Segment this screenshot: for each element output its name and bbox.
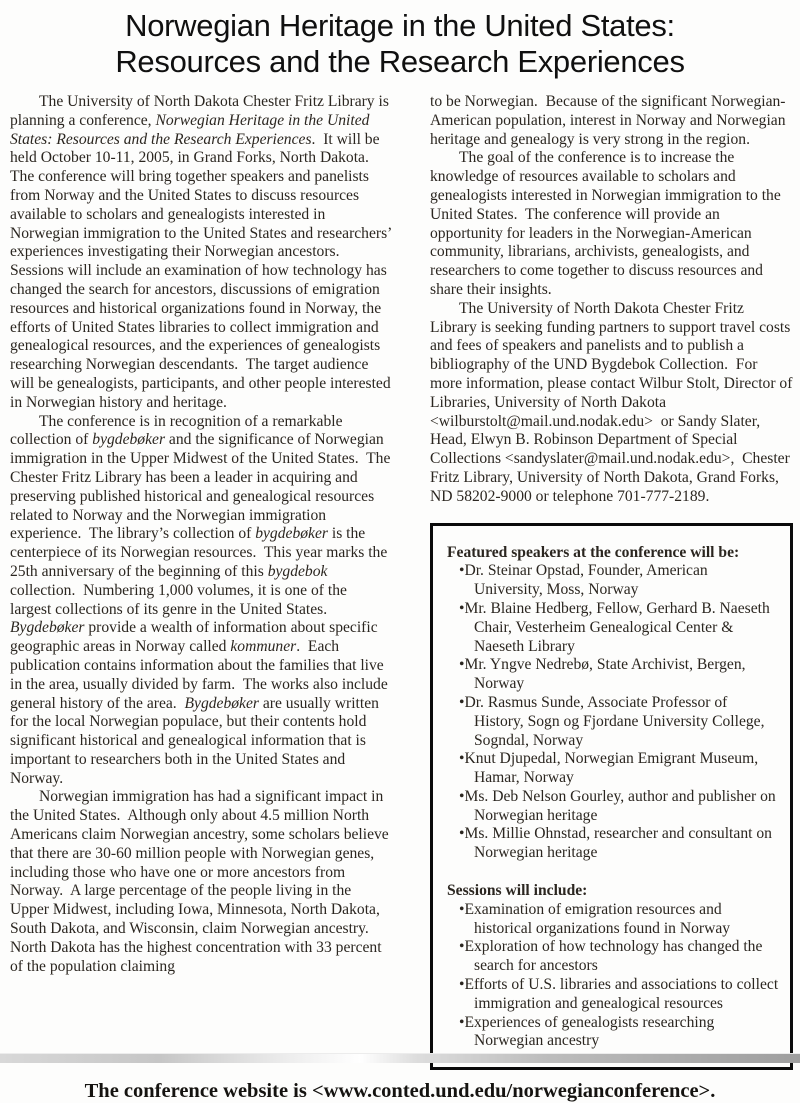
footer-website: The conference website is <www.conted.und.edu/norwegianconference>.: [84, 1080, 716, 1103]
list-item: • Exploration of how technology has changed the search for ancestors: [447, 938, 780, 976]
paragraph-immigration-impact: Norwegian immigration has had a significant impact in the United States. Although only about 4.5 million North Americans claim Norwegian ancestry, some scholars believe that there are 30-60 million people with Norwegian genes, including those who have one or more ancestors from Norway. A large percentage of the people living in the Upper Midwest, including Iowa, Minnesota, North Dakota, South Dakota, and Wisconsin, claim Norwegian ancestry. North Dakota has the highest concentration with 33 percent of the population claiming: [10, 788, 393, 975]
speakers-heading: Featured speakers at the conference will be:: [447, 543, 740, 561]
document-page: [0, 8, 800, 1103]
paragraph-bygdeboker: The conference is in recognition of a remarkable collection of bygdebøker and the significance of Norwegian immigration in the Upper Midwest of the United States. The Chester Fritz Library has been a leader in acquiring and preserving published historical and genealogical resources related to Norway and the Norwegian immigration experience. The library’s collection of bygdebøker is the centerpiece of its Norwegian resources. This year marks the 25th anniversary of the beginning of this bygdebok collection. Numbering 1,000 volumes, it is one of the largest collections of its genre in the United States. Bygdebøker provide a wealth of information about specific geographic areas in Norway called kommuner. Each publication contains information about the families that live in the area, usually divided by farm. The works also include general history of the area. Bygdebøker are usually written for the local Norwegian populace, but their contents hold significant historical and genealogical information that is important to researchers both in the United States and Norway.: [10, 412, 395, 787]
speakers-sessions-box: [430, 523, 793, 1071]
speakers-list: [447, 562, 780, 863]
list-item: • Mr. Yngve Nedrebø, State Archivist, Bergen, Norway: [447, 656, 780, 694]
page-title: [0, 8, 800, 80]
paragraph-contact-info: The University of North Dakota Chester Fritz Library is seeking funding partners to support travel costs and fees of speakers and panelists and to publish a bibliography of the UND Bygdebok Collection. For more information, please contact Wilbur Stolt, Director of Libraries, University of North Dakota <wilburstolt@mail.und.nodak.edu> or Sandy Slater, Head, Elwyn B. Robinson Department of Special Collections <sandyslater@mail.und.nodak.edu>, Chester Fritz Library, University of North Dakota, Grand Forks, ND 58202-9000 or telephone 701-777-2189.: [430, 299, 797, 505]
paragraph-intro: The University of North Dakota Chester Fritz Library is planning a conference, Norwegian Heritage in the United States: Resources and the Research Experiences. It will be held October 10-11, 2005, in Grand Forks, North Dakota. The conference will bring together speakers and panelists from Norway and the United States to discuss resources available to scholars and genealogists interested in Norwegian immigration to the United States and researchers’ experiences investigating their Norwegian ancestors. Sessions will include an examination of how technology has changed the search for ancestors, discussions of emigration resources and historical organizations found in Norway, the efforts of United States libraries to collect immigration and genealogical resources, and the experiences of genealogists researching Norwegian descendants. The target audience will be genealogists, participants, and other people interested in Norwegian history and heritage.: [10, 93, 396, 411]
title-line-1: Norwegian Heritage in the United States:: [125, 8, 675, 43]
list-item: • Mr. Blaine Hedberg, Fellow, Gerhard B. Naeseth Chair, Vesterheim Genealogical Center & Naeseth Library: [447, 600, 780, 656]
list-item: • Ms. Millie Ohnstad, researcher and consultant on Norwegian heritage: [447, 825, 780, 863]
list-item: • Examination of emigration resources and historical organizations found in Norway: [447, 901, 780, 939]
sessions-heading: Sessions will include:: [447, 882, 588, 900]
left-column: [10, 93, 396, 1070]
paragraph-continuation: to be Norwegian. Because of the significant Norwegian-American population, interest in Norway and Norwegian heritage and genealogy is very strong in the region.: [430, 93, 790, 148]
list-item: • Dr. Rasmus Sunde, Associate Professor of History, Sogn og Fjordane University College, Sogndal, Norway: [447, 694, 780, 750]
list-item: • Efforts of U.S. libraries and associations to collect immigration and genealogical resources: [447, 976, 780, 1014]
list-item: • Knut Djupedal, Norwegian Emigrant Museum, Hamar, Norway: [447, 750, 780, 788]
list-item: • Experiences of genealogists researching Norwegian ancestry: [447, 1014, 780, 1052]
right-column: [430, 93, 797, 1070]
title-line-2: Resources and the Research Experiences: [115, 44, 685, 79]
sessions-list: [447, 901, 780, 1051]
list-item: • Dr. Steinar Opstad, Founder, American University, Moss, Norway: [447, 562, 780, 600]
list-item: • Ms. Deb Nelson Gourley, author and publisher on Norwegian heritage: [447, 788, 780, 826]
paragraph-conference-goal: The goal of the conference is to increase the knowledge of resources available to scholars and genealogists interested in Norwegian immigration to the United States. The conference will provide an opportunity for leaders in the Norwegian-American community, librarians, archivists, genealogists, and researchers to come together to discuss resources and share their insights.: [430, 149, 785, 298]
two-column-body: [0, 93, 800, 1070]
